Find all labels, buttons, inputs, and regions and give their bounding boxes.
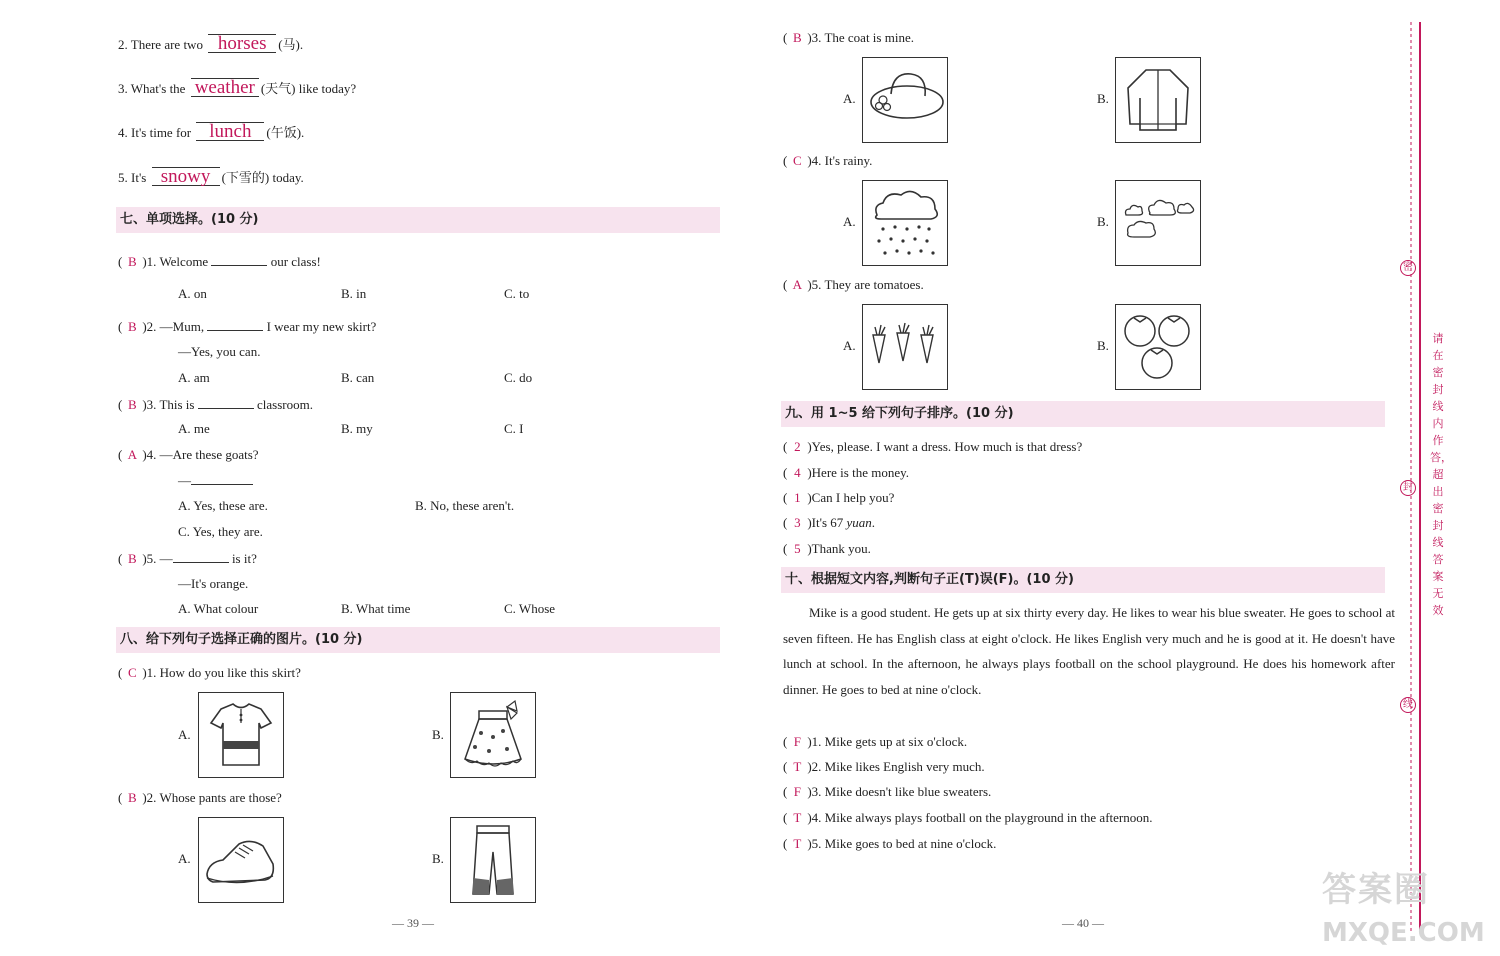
section-9-title: 九、用 1~5 给下列句子排序。(10 分) xyxy=(781,401,1385,427)
page-number-left: — 39 — xyxy=(392,916,434,930)
option-b-label: B. xyxy=(432,851,444,866)
question-8-5: ( A )5. They are tomatoes. xyxy=(783,277,924,292)
page-number-right: — 40 — xyxy=(1062,916,1104,930)
question-7-5: ( B )5. — is it? xyxy=(118,551,257,566)
option-c: C. to xyxy=(504,286,530,301)
skirt-picture xyxy=(450,692,536,778)
question-8-4: ( C )4. It's rainy. xyxy=(783,153,873,168)
judge-item-5: ( T )5. Mike goes to bed at nine o'clock. xyxy=(783,836,997,851)
order-item-1: ( 2 )Yes, please. I want a dress. How much is that dress? xyxy=(783,439,1083,454)
order-item-3: ( 1 )Can I help you? xyxy=(783,490,895,505)
option-a: A. me xyxy=(178,421,210,436)
judge-item-3: ( F )3. Mike doesn't like blue sweaters. xyxy=(783,784,992,799)
watermark-logo: 答案圈 xyxy=(1322,870,1430,910)
coat-icon xyxy=(1116,58,1200,142)
shoe-picture xyxy=(198,817,284,903)
fill-answer: snowy xyxy=(152,167,220,186)
judge-item-1: ( F )1. Mike gets up at six o'clock. xyxy=(783,734,968,749)
option-c: C. Whose xyxy=(504,601,556,616)
coat-picture xyxy=(1115,57,1201,143)
hat-icon xyxy=(863,58,947,142)
option-b-label: B. xyxy=(432,727,444,742)
option-a: A. am xyxy=(178,370,210,385)
judge-item-4: ( T )4. Mike always plays football on the playground in the afternoon. xyxy=(783,810,1153,825)
seal-mark-1: 密 xyxy=(1400,260,1416,276)
fill-answer: lunch xyxy=(196,122,264,141)
seal-mark-3: 线 xyxy=(1400,697,1416,713)
option-a-label: A. xyxy=(843,214,856,229)
skirt-icon xyxy=(451,693,535,777)
option-a: A. What colour xyxy=(178,601,259,616)
carrots-picture xyxy=(862,304,948,390)
question-8-2: ( B )2. Whose pants are those? xyxy=(118,790,282,805)
option-b: B. No, these aren't. xyxy=(415,498,515,513)
fill-answer: weather xyxy=(191,78,259,97)
judge-item-2: ( T )2. Mike likes English very much. xyxy=(783,759,985,774)
reply-text: —It's orange. xyxy=(178,576,249,591)
tomato-icon xyxy=(1116,305,1200,389)
option-a-label: A. xyxy=(843,91,856,106)
fill-line-4: 4. It's time for lunch (午饭). xyxy=(118,121,305,142)
option-b-label: B. xyxy=(1097,338,1109,353)
fill-line-2: 2. There are two horses (马). xyxy=(118,33,304,54)
fill-line-5: 5. It's snowy (下雪的) today. xyxy=(118,166,304,187)
option-a-label: A. xyxy=(178,727,191,742)
watermark-url: MXQE.COM xyxy=(1322,918,1485,948)
reply-text: —Yes, you can. xyxy=(178,344,261,359)
order-item-5: ( 5 )Thank you. xyxy=(783,541,871,556)
question-8-1: ( C )1. How do you like this skirt? xyxy=(118,665,301,680)
fill-line-3: 3. What's the weather (天气) like today? xyxy=(118,77,357,98)
seal-mark-2: 封 xyxy=(1400,480,1416,496)
option-b: B. in xyxy=(341,286,367,301)
shoe-icon xyxy=(199,818,283,902)
seal-line xyxy=(1408,22,1422,932)
tomatoes-picture xyxy=(1115,304,1201,390)
fill-answer: horses xyxy=(208,34,276,53)
question-7-3: ( B )3. This is classroom. xyxy=(118,397,313,412)
cloud-icon xyxy=(1116,181,1200,265)
option-a: A. on xyxy=(178,286,207,301)
reply-blank: — xyxy=(178,472,253,489)
option-b: B. What time xyxy=(341,601,411,616)
option-b-label: B. xyxy=(1097,91,1109,106)
order-item-2: ( 4 )Here is the money. xyxy=(783,465,910,480)
option-c: C. do xyxy=(504,370,533,385)
pants-picture xyxy=(450,817,536,903)
section-10-title: 十、根据短文内容,判断句子正(T)误(F)。(10 分) xyxy=(781,567,1385,593)
question-7-4: ( A )4. —Are these goats? xyxy=(118,447,259,462)
seal-line-graphic xyxy=(1408,22,1422,932)
order-item-4: ( 3 )It's 67 yuan. xyxy=(783,515,876,530)
question-7-2: ( B )2. —Mum, I wear my new skirt? xyxy=(118,319,377,334)
option-c: C. Yes, they are. xyxy=(178,524,263,539)
carrot-icon xyxy=(863,305,947,389)
option-b-label: B. xyxy=(1097,214,1109,229)
option-b: B. my xyxy=(341,421,373,436)
section-7-title: 七、单项选择。(10 分) xyxy=(116,207,720,233)
option-a: A. Yes, these are. xyxy=(178,498,268,513)
option-b: B. can xyxy=(341,370,375,385)
question-7-1: ( B )1. Welcome our class! xyxy=(118,254,321,269)
reading-passage: Mike is a good student. He gets up at six thirty every day. He likes to wear his blue sweater. He goes to school at seven fifteen. He has English class at eight o'clock. He likes English very much and he is good at it. He doesn't have lunch at school. In the afternoon, he always plays football on the school playground. He does his homework after dinner. He goes to bed at nine o'clock. xyxy=(783,605,1395,697)
hat-picture xyxy=(862,57,948,143)
rain-picture xyxy=(862,180,948,266)
seal-notice: 请在密封线内作答，超出密封线答案无效 xyxy=(1430,332,1452,617)
pants-icon xyxy=(451,818,535,902)
rain-cloud-icon xyxy=(863,181,947,265)
cloudy-picture xyxy=(1115,180,1201,266)
section-8-title: 八、给下列句子选择正确的图片。(10 分) xyxy=(116,627,720,653)
option-a-label: A. xyxy=(178,851,191,866)
question-8-3: ( B )3. The coat is mine. xyxy=(783,30,914,45)
tshirt-icon xyxy=(199,693,283,777)
tshirt-picture xyxy=(198,692,284,778)
option-c: C. I xyxy=(504,421,524,436)
option-a-label: A. xyxy=(843,338,856,353)
